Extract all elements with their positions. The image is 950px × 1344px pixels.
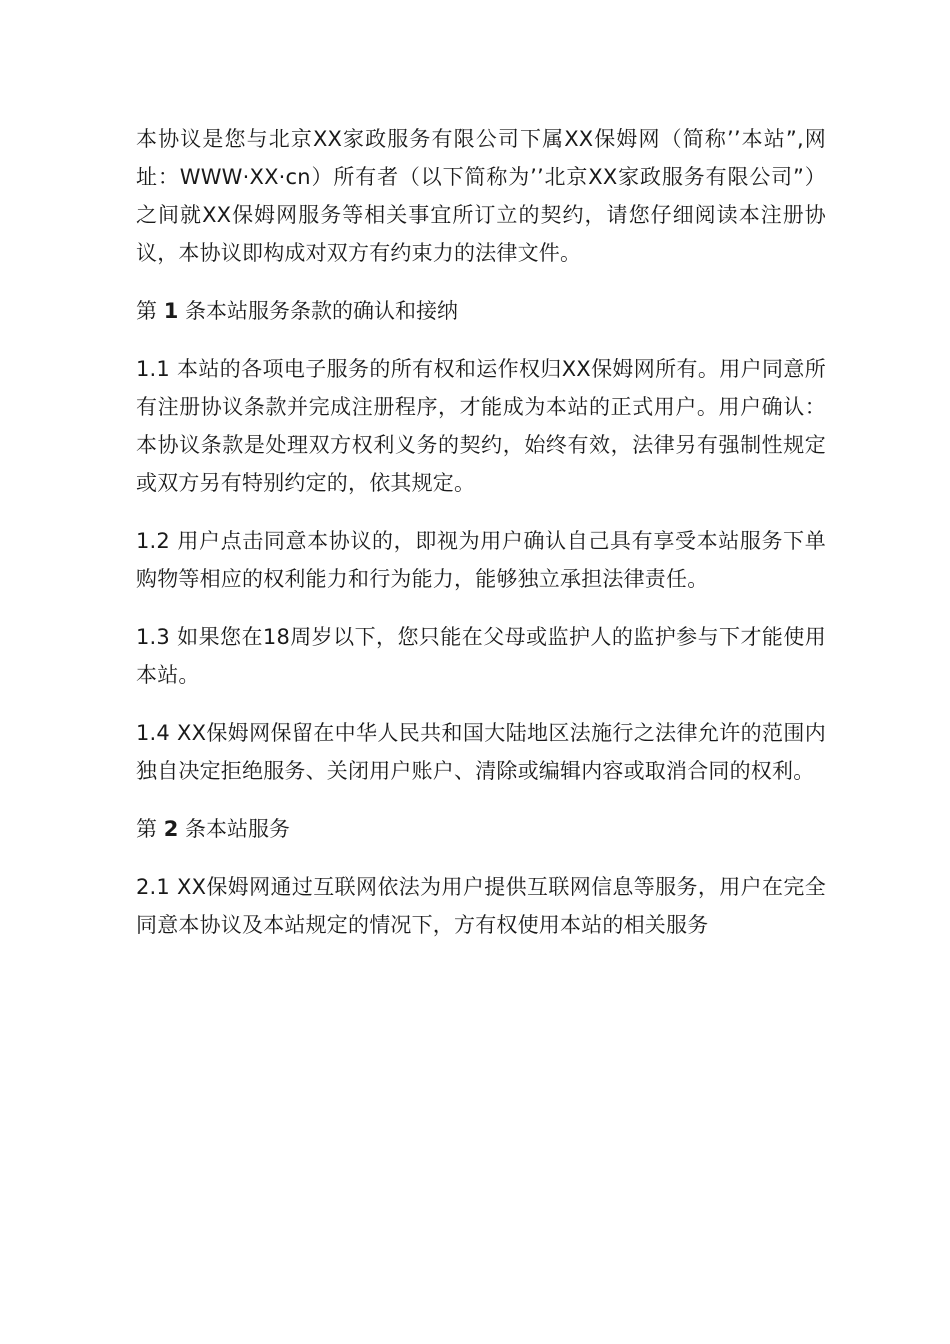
clause-1-2 [136, 522, 826, 598]
clause-1-3 [136, 618, 826, 694]
section-1-title: 条本站服务条款的确认和接纳 [185, 299, 458, 323]
clause-1-1 [136, 350, 826, 502]
clause-2-1 [136, 868, 826, 944]
clause-1-2-number: 1.2 [136, 529, 170, 553]
clause-1-4 [136, 714, 826, 790]
clause-1-4-number: 1.4 [136, 721, 170, 745]
clause-1-3-number: 1.3 [136, 625, 170, 649]
clause-1-4-text: XX保姆网保留在中华人民共和国大陆地区法施行之法律允许的范围内独自决定拒绝服务、关闭用户账户、清除或编辑内容或取消合同的权利。 [136, 721, 826, 783]
intro-paragraph: 本协议是您与北京XX家政服务有限公司下属XX保姆网（简称’’本站”,网址：WWW·XX·cn）所有者（以下简称为’’北京XX家政服务有限公司”）之间就XX保姆网服务等相关事宜所订立的契约，请您仔细阅读本注册协议，本协议即构成对双方有约束力的法律文件。 [136, 127, 826, 265]
document-body [136, 120, 826, 964]
clause-1-1-number: 1.1 [136, 357, 170, 381]
section-2-heading [136, 810, 826, 848]
section-1-prefix: 第 [136, 299, 157, 323]
section-2-title: 条本站服务 [185, 817, 290, 841]
clause-2-1-text: XX保姆网通过互联网依法为用户提供互联网信息等服务，用户在完全同意本协议及本站规定的情况下，方有权使用本站的相关服务 [136, 875, 826, 937]
section-2-number: 2 [163, 817, 179, 841]
section-1-heading [136, 292, 826, 330]
clause-2-1-number: 2.1 [136, 875, 170, 899]
clause-1-1-text: 本站的各项电子服务的所有权和运作权归XX保姆网所有。用户同意所有注册协议条款并完成注册程序，才能成为本站的正式用户。用户确认：本协议条款是处理双方权利义务的契约，始终有效，法律另有强制性规定或双方另有特别约定的，依其规定。 [136, 357, 826, 495]
clause-1-2-text: 用户点击同意本协议的，即视为用户确认自己具有享受本站服务下单购物等相应的权利能力和行为能力，能够独立承担法律责任。 [136, 529, 826, 591]
section-2-prefix: 第 [136, 817, 157, 841]
clause-1-3-text: 如果您在18周岁以下，您只能在父母或监护人的监护参与下才能使用本站。 [136, 625, 826, 687]
section-1-number: 1 [163, 299, 179, 323]
